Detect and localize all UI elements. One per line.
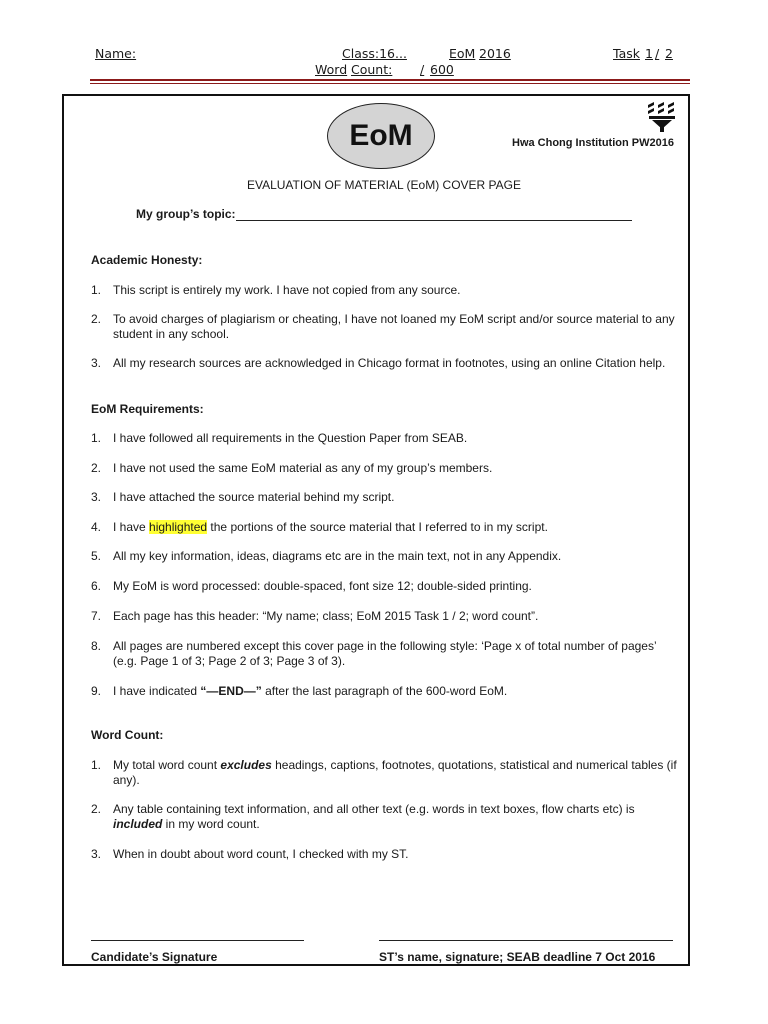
institution-name: Hwa Chong Institution PW2016 bbox=[512, 137, 674, 149]
academic-honesty-heading: Academic Honesty: bbox=[91, 253, 203, 267]
class-label: Class:16... bbox=[342, 46, 407, 61]
item-text-post: the portions of the source material that I referred to in my script. bbox=[207, 520, 548, 534]
list-item bbox=[91, 802, 681, 832]
item-text-pre: My total word count bbox=[113, 758, 221, 772]
item-text-pre: I have bbox=[113, 520, 150, 534]
list-item bbox=[91, 356, 681, 371]
list-item bbox=[91, 520, 681, 535]
task-label: Task bbox=[613, 46, 640, 61]
word-label: Word bbox=[315, 62, 348, 77]
list-item bbox=[91, 847, 681, 862]
eom-label: EoM bbox=[449, 46, 476, 61]
item-text: All pages are numbered except this cover page in the following style: ‘Page x of total number of pages’ (e.g. Page 1 of 3; Page 2 of 3; Page 3 of 3). bbox=[113, 639, 657, 668]
list-item bbox=[91, 283, 681, 298]
item-number: 8. bbox=[91, 639, 102, 653]
eom-oval-text: EoM bbox=[349, 119, 413, 152]
count-label: Count: bbox=[351, 62, 393, 77]
item-text: I have followed all requirements in the Question Paper from SEAB. bbox=[113, 431, 468, 445]
task-part1: 1 bbox=[645, 46, 653, 61]
item-number: 3. bbox=[91, 490, 102, 504]
item-text: All my key information, ideas, diagrams etc are in the main text, not in any Appendix. bbox=[113, 549, 562, 563]
header-rule-thin bbox=[90, 83, 690, 84]
item-number: 4. bbox=[91, 520, 102, 534]
topic-label: My group’s topic: bbox=[136, 207, 236, 221]
count-total: 600 bbox=[430, 62, 454, 77]
list-item bbox=[91, 549, 681, 564]
list-item bbox=[91, 579, 681, 594]
item-number: 1. bbox=[91, 283, 102, 297]
list-item bbox=[91, 431, 681, 446]
item-text bbox=[113, 520, 681, 535]
candidate-signature-label: Candidate’s Signature bbox=[91, 950, 218, 964]
item-number: 2. bbox=[91, 802, 102, 816]
item-text bbox=[113, 802, 681, 832]
item-text-pre: I have indicated bbox=[113, 684, 201, 698]
list-item bbox=[91, 639, 681, 669]
item-number: 2. bbox=[91, 312, 102, 326]
list-item bbox=[91, 684, 681, 699]
highlighted-word: highlighted bbox=[149, 520, 208, 534]
item-number: 2. bbox=[91, 461, 102, 475]
item-number: 6. bbox=[91, 579, 102, 593]
item-number: 1. bbox=[91, 758, 102, 772]
item-text: I have not used the same EoM material as any of my group’s members. bbox=[113, 461, 493, 475]
requirements-heading: EoM Requirements: bbox=[91, 402, 204, 416]
item-text: I have attached the source material behind my script. bbox=[113, 490, 395, 504]
task-slash: / bbox=[655, 46, 660, 61]
item-text: My EoM is word processed: double-spaced, font size 12; double-sided printing. bbox=[113, 579, 532, 593]
eom-oval-logo bbox=[327, 103, 435, 169]
item-number: 5. bbox=[91, 549, 102, 563]
end-marker: “—END—” bbox=[200, 684, 262, 698]
candidate-signature-line bbox=[91, 940, 304, 941]
item-text-post: after the last paragraph of the 600-word EoM. bbox=[261, 684, 508, 698]
header-rule-thick bbox=[90, 79, 690, 81]
emphasis-included: included bbox=[113, 817, 163, 831]
item-text: Each page has this header: “My name; class; EoM 2015 Task 1 / 2; word count”. bbox=[113, 609, 539, 623]
word-count-heading: Word Count: bbox=[91, 728, 164, 742]
teacher-signature-label: ST’s name, signature; SEAB deadline 7 Oct 2016 bbox=[379, 950, 656, 964]
item-text: When in doubt about word count, I checked with my ST. bbox=[113, 847, 409, 861]
item-text: To avoid charges of plagiarism or cheating, I have not loaned my EoM script and/or source material to any student in any school. bbox=[113, 312, 675, 341]
item-text-post: in my word count. bbox=[162, 817, 260, 831]
item-number: 1. bbox=[91, 431, 102, 445]
item-text bbox=[113, 684, 681, 699]
list-item bbox=[91, 490, 681, 505]
item-number: 9. bbox=[91, 684, 102, 698]
list-item bbox=[91, 461, 681, 476]
emphasis-excludes: excludes bbox=[220, 758, 272, 772]
teacher-signature-line bbox=[379, 940, 673, 941]
topic-entry-line bbox=[236, 220, 632, 221]
item-number: 7. bbox=[91, 609, 102, 623]
name-label: Name: bbox=[95, 46, 137, 61]
count-slash: / bbox=[420, 62, 425, 77]
item-text: All my research sources are acknowledged in Chicago format in footnotes, using an online Citation help. bbox=[113, 356, 666, 370]
year-label: 2016 bbox=[479, 46, 511, 61]
page-title: EVALUATION OF MATERIAL (EoM) COVER PAGE bbox=[246, 178, 522, 192]
item-text-post: headings, captions, footnotes, quotations, statistical and numerical tables (if any). bbox=[113, 758, 677, 787]
list-item bbox=[91, 758, 681, 788]
item-text bbox=[113, 758, 681, 788]
item-number: 3. bbox=[91, 847, 102, 861]
list-item bbox=[91, 609, 681, 624]
list-item bbox=[91, 312, 681, 342]
item-text: This script is entirely my work. I have not copied from any source. bbox=[113, 283, 461, 297]
hci-emblem-icon bbox=[646, 102, 678, 132]
task-part2: 2 bbox=[665, 46, 673, 61]
item-number: 3. bbox=[91, 356, 102, 370]
item-text-pre: Any table containing text information, and all other text (e.g. words in text boxes, flow charts etc) is bbox=[113, 802, 635, 816]
